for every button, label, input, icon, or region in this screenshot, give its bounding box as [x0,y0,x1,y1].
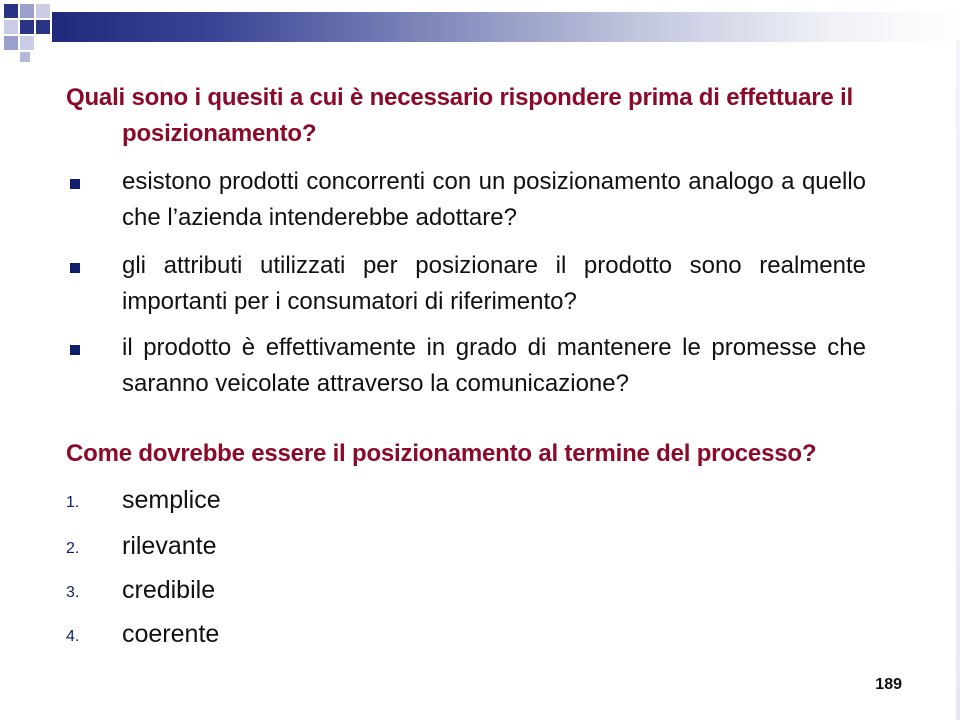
right-edge-strip [956,40,960,720]
question-heading-line2: posizionamento? [122,120,317,147]
item-text: rilevante [122,532,217,560]
outcome-heading-text: Come dovrebbe essere il posizionamento al termine del processo? [66,440,817,467]
decor-square [20,20,34,34]
item-number: 3. [66,584,80,601]
decor-square [20,52,30,62]
bullet-text: il prodotto è effettivamente in grado di mantenere le promesse che saranno veicolate attraverso la comunicazione? [122,334,866,397]
item-text: semplice [122,486,221,514]
decor-square [36,4,50,18]
question-heading-line1: Quali sono i quesiti a cui è necessario rispondere prima di effettuare il [66,84,853,111]
bullet-text: esistono prodotti concorrenti con un posizionamento analogo a quello che l’azienda intenderebbe adottare? [122,168,866,231]
decor-square [36,20,50,34]
item-text: credibile [122,576,216,604]
numbered-item [66,572,566,608]
header-gradient-bar [52,12,960,42]
bullet-item [66,330,866,402]
square-bullet-icon [70,345,80,355]
numbered-item [66,616,566,652]
item-number: 2. [66,540,80,557]
page-number: 189 [875,676,902,693]
item-text: coerente [122,620,220,648]
outcome-heading [66,436,866,472]
question-heading [66,80,866,152]
bullet-text: gli attributi utilizzati per posizionare il prodotto sono realmente importanti per i consumatori di riferimento? [122,252,866,315]
decor-square [4,36,18,50]
bullet-item [66,248,866,320]
decor-square [4,4,18,18]
square-bullet-icon [70,263,80,273]
decor-square [4,20,18,34]
numbered-item [66,528,566,564]
bullet-item [66,164,866,236]
square-bullet-icon [70,179,80,189]
item-number: 1. [66,494,80,511]
decor-square [20,36,34,50]
item-number: 4. [66,628,80,645]
decor-square [20,4,34,18]
numbered-item [66,482,566,518]
